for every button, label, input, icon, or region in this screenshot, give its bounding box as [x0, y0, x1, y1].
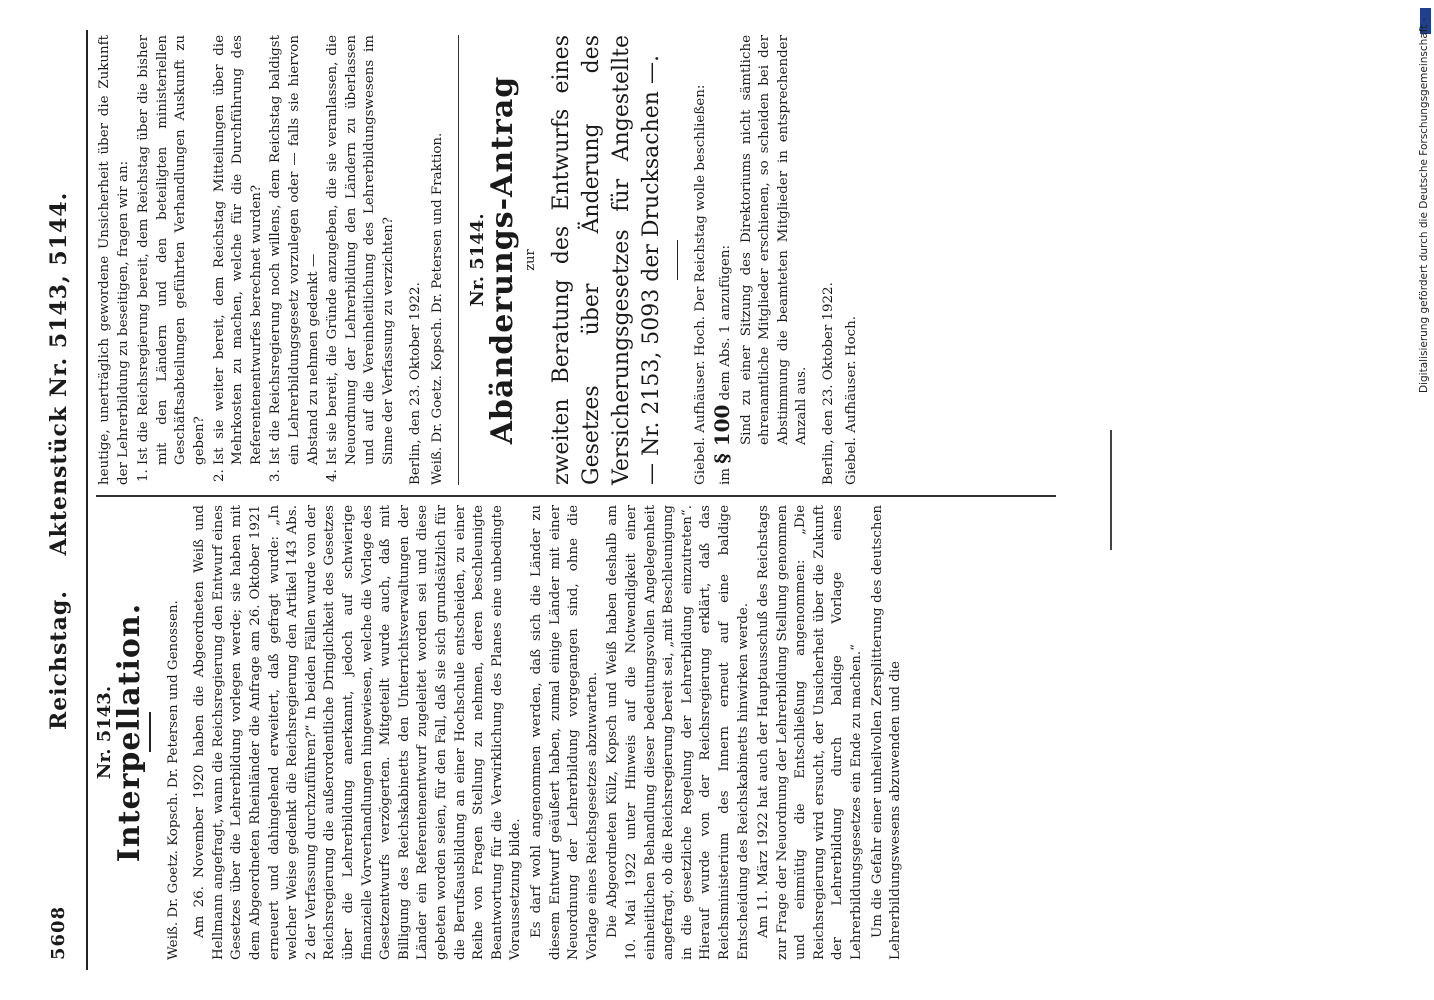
interpellation-signers: Weiß. Dr. Goetz. Kopsch. Dr. Petersen und Genossen.	[165, 600, 181, 960]
paragraph: Es darf wohl angenommen werden, daß sich die Länder zu diesem Entwurf geäußert haben, zumal einige Länder mit einer Neuordnung der Lehrerbildung vorgegangen sind, ohne die Vorlage eines Reichsgesetzes abzuwarten.	[528, 505, 600, 960]
left-column	[96, 505, 908, 960]
amendment-subject: zweiten Beratung des Entwurfs eines Gesetzes über Änderung des Versicherungsgesetzes für Angestellte — Nr. 2153, 5093 der Drucksachen —.	[548, 35, 664, 485]
section-number-5144: Nr. 5144.	[467, 213, 489, 307]
section-heading-interpellation: Interpellation.	[111, 602, 147, 863]
question-item: 4. Ist sie bereit, die Gründe anzugeben, die sie veranlassen, die Neuordnung der Lehrerbildung den Ländern zu überlassen und auf die Vereinheitlichung des Lehrerbildungswesens im Sinne der Verfassung zu verzichten?	[324, 35, 398, 465]
signature-line: Weiß. Dr. Goetz. Kopsch. Dr. Petersen und Fraktion.	[430, 132, 446, 485]
question-list	[135, 35, 398, 485]
question-item: 3. Ist die Reichsregierung noch willens, dem Reichstag baldigst ein Lehrerbildungsgesetz vorzulegen oder — falls sie hiervon Abstand zu nehmen gedenkt —	[267, 35, 323, 465]
motion-rest: dem Abs. 1 anzufügen:	[718, 244, 734, 401]
section-number-5143: Nr. 5143.	[94, 685, 115, 780]
motion-im: im	[718, 468, 734, 485]
motion-intro: Giebel. Aufhäuser. Hoch. Der Reichstag wolle beschließen:	[693, 84, 709, 485]
continuation-text: heutige, unerträglich gewordene Unsicherheit über die Zukunft der Lehrerbildung zu beseitigen, fragen wir an:	[97, 35, 131, 485]
motion-text: Sind zu einer Sitzung des Direktoriums nicht sämtliche ehrenamtliche Mitglieder erschienen, so scheiden bei der Abstimmung die beamteten Mitglieder in entsprechender Anzahl aus.	[738, 35, 810, 445]
chamber-label: Reichstag.	[46, 590, 72, 730]
paragraph: Die Abgeordneten Külz, Kopsch und Weiß haben deshalb am 10. Mai 1922 unter Hinweis auf die Notwendigkeit einer einheitlichen Behandlung dieser bedeutungsvollen Angelegenheit angefragt, ob die Reichsregierung bereit sei, „mit Beschleunigung in die gesetzliche Regelung der Lehrerbildung einzutreten“. Hierauf wurde von der Reichsregierung erklärt, daß das Reichsministerium des Innern erneut auf eine baldige Entscheidung des Reichskabinetts hinwirken werde.	[605, 505, 751, 960]
short-divider	[677, 240, 679, 280]
short-divider	[149, 713, 151, 753]
section-divider	[458, 35, 460, 485]
document-title: Aktenstück Nr. 5143, 5144.	[46, 191, 72, 556]
rotated-page	[40, 0, 1140, 980]
question-item: 1. Ist die Reichsregierung bereit, dem Reichstag über die bisher mit den Ländern und den beteiligten ministeriellen Geschäftsabteilungen geführten Verhandlungen Auskunft zu geben?	[135, 35, 209, 465]
date-line: Berlin, den 23. Oktober 1922.	[407, 282, 423, 485]
paragraph: Um die Gefahr einer unheilvollen Zersplitterung des deutschen Lehrerbildungswesens abzuwenden und die	[869, 505, 904, 960]
motion-paragraph: § 100	[710, 404, 735, 464]
signature-line: Giebel. Aufhäuser. Hoch.	[843, 315, 859, 485]
column-separator	[96, 496, 1056, 498]
header-rule	[86, 30, 88, 970]
section-heading-amendment: Abänderungs-Antrag	[484, 75, 520, 445]
page-header	[40, 30, 80, 960]
paragraph: Am 11. März 1922 hat auch der Hauptausschuß des Reichstags zur Frage der Neuordnung der Lehrerbildung Stellung genommen und einmütig die Entschließung angenommen: „Die Reichsregierung wird ersucht, der Unsicherheit über die Zukunft der Lehrerbildung durch baldige Vorlage eines Lehrerbildungsgesetzes ein Ende zu machen.“	[756, 505, 865, 960]
zur-label: zur	[523, 249, 539, 271]
paragraph: Am 26. November 1920 haben die Abgeordneten Weiß und Hellmann angefragt, wann die Reichsregierung den Entwurf eines Gesetzes über die Lehrerbildung vorlegen werde; sie haben mit dem Abgeordneten Rheinländer die Anfrage am 26. Oktober 1921 erneuert und dahingehend erweitert, daß gefragt wurde: „In welcher Weise gedenkt die Reichsregierung den Artikel 143 Abs. 2 der Verfassung durchzuführen?“ In beiden Fällen wurde von der Reichsregierung die außerordentliche Dringlichkeit des Gesetzes über die Lehrerbildung anerkannt, jedoch auf schwierige finanzielle Vorverhandlungen hingewiesen, welche die Vorlage des Gesetzentwurfs verzögerten. Mitgeteilt wurde auch, daß mit Billigung des Reichskabinetts den Unterrichtsverwaltungen der Länder ein Referentenentwurf zugeleitet worden sei und diese gebeten worden seien, für den Fall, daß sie sich grundsätzlich für die Berufsausbildung an einer Hochschule entscheiden, zu einer Reihe von Fragen Stellung zu nehmen, deren beschleunigte Beantwortung für die Verwirklichung des Planes eine unbedingte Voraussetzung bilde.	[192, 505, 524, 960]
question-item: 2. Ist sie weiter bereit, dem Reichstag Mitteilungen über die Mehrkosten zu machen, welche für die Durchführung des Referentenentwurfes berechnet wurden?	[211, 35, 267, 465]
scan-mark	[1110, 430, 1112, 550]
date-line: Berlin, den 23. Oktober 1922.	[821, 282, 837, 485]
page-number: 5608	[48, 905, 69, 960]
digitization-credit: Digitalisierung gefördert durch die Deutsche Forschungsgemeinschaft -	[1418, 17, 1430, 393]
motion-clause	[710, 35, 736, 485]
running-title	[46, 166, 72, 730]
right-column	[96, 35, 871, 485]
